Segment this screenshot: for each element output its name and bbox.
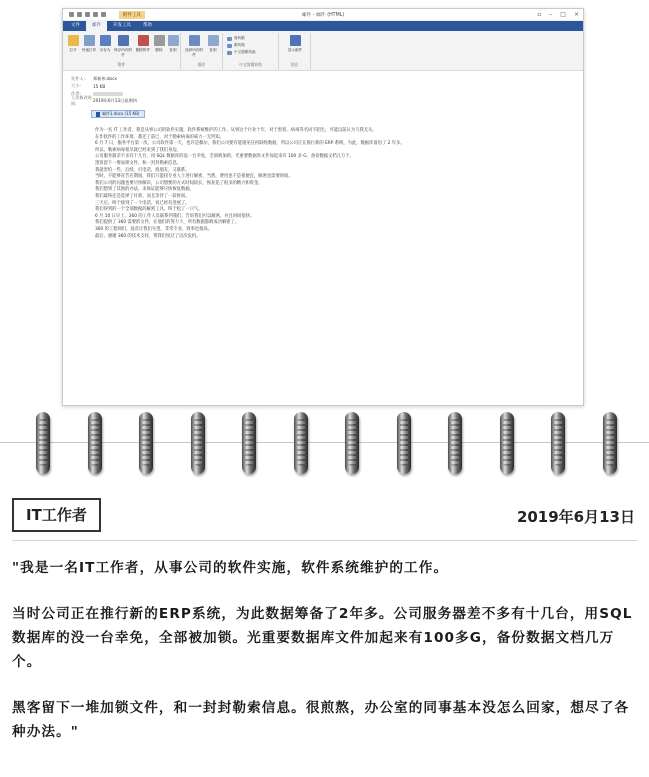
redacted-value xyxy=(93,92,123,96)
binding-ring xyxy=(133,412,161,476)
binding-ring xyxy=(30,412,58,476)
convert-icon xyxy=(227,44,232,48)
header-row: 作者: xyxy=(71,90,577,98)
ribbon-group-label: 附件 xyxy=(117,62,126,67)
convert-icon xyxy=(227,37,232,41)
body-paragraph: 黑客留下一堆加锁文件，和一封封勒索信息。 xyxy=(95,160,181,166)
ribbon-group-label: 消息 xyxy=(290,62,299,67)
binding-ring xyxy=(339,412,367,476)
body-paragraph: 我就害怕一些，后续，打电话，找朋友，又联系。 xyxy=(95,167,190,173)
attachment-chip[interactable]: 邮件1.docx (15 KB) xyxy=(91,110,145,118)
ribbon-options-icon[interactable]: ▫ xyxy=(537,11,542,18)
up-arrow-icon[interactable] xyxy=(93,12,98,17)
ribbon-group-label: 操作 xyxy=(197,62,206,67)
select-all-icon xyxy=(189,35,200,46)
minimize-icon[interactable]: – xyxy=(549,11,553,18)
ribbon-group-message xyxy=(279,33,311,69)
show-message-button[interactable]: 显示邮件 xyxy=(285,35,305,53)
header-row: 大小: 15 KB xyxy=(71,83,106,89)
body-paragraph: 我们提供了 360 需要的文件，在他们的努力下，所有数据都被成功解密了。 xyxy=(95,220,240,226)
body-paragraph: 360 的工程师们，没有让我们失望，非常专业，效率也很高。 xyxy=(95,226,212,232)
date-label: 2019年6月13日 xyxy=(516,508,635,526)
message-body xyxy=(63,118,583,240)
word-doc-icon xyxy=(96,112,100,117)
binding-ring xyxy=(82,412,110,476)
remove-attachment-button[interactable]: 删除附件 xyxy=(135,35,151,53)
ribbon-group-chinese-conversion xyxy=(223,33,279,69)
tab-message[interactable]: 邮件 xyxy=(86,21,107,31)
body-paragraph: 6 月 7 日，服务平台第一次，公司软件第一天，也许是偶尔，我们公司要有能遇见任何联络数据，所以公司正在推行新的 ERP 系统，为此，数据库备份了 2 年多。 xyxy=(95,141,405,147)
body-paragraph: 在作软件的工作环境，都还了前已，对于勒索病毒的威力一无所知。 xyxy=(95,134,224,140)
body-paragraph: 所以，勒索病毒很早就已经来到了我们身边。 xyxy=(95,147,181,153)
quick-access-toolbar xyxy=(63,11,145,19)
copy-button[interactable]: 复制 xyxy=(165,35,181,53)
ribbon-tabs xyxy=(63,21,583,31)
body-paragraph: 我们最终还是选择了付款，而且等待了一段时间。 xyxy=(95,193,190,199)
save-all-attachments-button[interactable]: 保存所有附件 xyxy=(113,35,133,58)
trad-to-simp-button[interactable]: 简转繁 xyxy=(227,36,245,41)
ribbon-group-actions xyxy=(181,33,223,69)
title-bar xyxy=(63,9,583,21)
copy-icon xyxy=(208,35,219,46)
tab-developer[interactable]: 开发工具 xyxy=(113,23,131,28)
save-icon[interactable] xyxy=(69,12,74,17)
body-paragraph: 我们想到了其他的办法，来保证能够尽快恢复数据。 xyxy=(95,187,194,193)
tab-help[interactable]: 帮助 xyxy=(143,23,152,28)
spiral-binding xyxy=(0,404,649,484)
tab-file[interactable]: 文件 xyxy=(71,23,80,28)
binding-ring xyxy=(442,412,470,476)
save-as-icon xyxy=(100,35,111,46)
binding-ring xyxy=(288,412,316,476)
undo-icon[interactable] xyxy=(77,12,82,17)
ribbon-group-attachments xyxy=(63,33,181,69)
save-as-button[interactable]: 另存为 xyxy=(97,35,113,53)
header-row: 发件人: 郑新伟.docx xyxy=(71,75,117,81)
quick-print-button[interactable]: 快速打印 xyxy=(81,35,97,53)
body-paragraph: 作为一名 IT 工作者，我是从事公司的软件实施，软件系统维护的工作。从事这个行业十年，对于黑客、病毒等名词不陌生，可能以前认为与我无关。 xyxy=(95,128,377,133)
quote-paragraph: 黑客留下一堆加锁文件，和一封封勒索信息。很煎熬，办公室的同事基本没怎么回家，想尽了各种办法。" xyxy=(12,700,630,740)
author-tag: IT工作者 xyxy=(12,498,101,532)
binding-ring xyxy=(545,412,573,476)
maximize-icon[interactable]: □ xyxy=(560,11,566,18)
body-paragraph: 三天后，终于接到了一个电话，说已经有进展了。 xyxy=(95,200,190,206)
quote-paragraph: "我是一名IT工作者，从事公司的软件实施，软件系统维护的工作。 xyxy=(12,560,449,576)
window-controls xyxy=(537,11,579,18)
body-paragraph: 我们得到的一个全部数据的解密工具，终于松了一口气。 xyxy=(95,207,203,213)
envelope-icon xyxy=(290,35,301,46)
ribbon-group-label: 中文简繁转换 xyxy=(239,62,262,67)
header-row: 上次修改时间: 2019年6月13日星期四 xyxy=(71,95,137,107)
body-paragraph: 公司服务器差不多有十几台，用 SQL 数据库的没一台幸免，全部被加锁。光重要数据库文件加起来有 100 多 G，备份数据文档几万个。 xyxy=(95,154,354,160)
body-paragraph: 我们公司的问题也要尽快解决，公司想要的方式时间较长，恢复花了很多的精力和资金。 xyxy=(95,180,263,186)
save-all-icon xyxy=(118,35,129,46)
window-title: 邮件 - 邮件 (HTML) xyxy=(301,13,345,18)
body-paragraph: 6 月 10 日早上，360 的工作人员联系到我们，告诉我们可以解密，并且时间很快。 xyxy=(95,213,255,219)
chinese-conversion-button[interactable]: 中文简繁转换 xyxy=(227,50,256,55)
card-meta xyxy=(0,496,649,536)
remove-icon xyxy=(138,35,149,46)
email-window xyxy=(62,8,584,406)
select-all-button[interactable]: 选择所有附件 xyxy=(185,35,203,58)
body-paragraph: 最后，感谢 360 的技术支持，帮我们度过了这次危机。 xyxy=(95,233,201,239)
divider xyxy=(12,540,637,541)
binding-ring xyxy=(494,412,522,476)
ribbon xyxy=(63,31,583,71)
delete-icon xyxy=(154,35,165,46)
context-tab-attachment-tools[interactable]: 附件工具 xyxy=(119,11,145,19)
copy-action-button[interactable]: 复制 xyxy=(205,35,221,53)
binding-ring xyxy=(236,412,264,476)
convert-icon xyxy=(227,51,232,55)
message-headers xyxy=(63,71,583,118)
close-icon[interactable]: × xyxy=(573,11,579,18)
printer-icon xyxy=(84,35,95,46)
binding-ring xyxy=(391,412,419,476)
open-button[interactable]: 打开 xyxy=(65,35,81,53)
folder-icon xyxy=(68,35,79,46)
down-arrow-icon[interactable] xyxy=(101,12,106,17)
redo-icon[interactable] xyxy=(85,12,90,17)
simp-to-trad-button[interactable]: 繁转简 xyxy=(227,43,245,48)
delete-button[interactable]: 删除 xyxy=(151,35,167,53)
binding-ring xyxy=(597,412,625,476)
quote-paragraph: 当时公司正在推行新的ERP系统，为此数据筹备了2年多。公司服务器差不多有十几台，用SQL数据库的没一台幸免，全部被加锁。光重要数据库文件加起来有100多G，备份数据文档几万个。 xyxy=(12,606,633,670)
quote-block xyxy=(12,556,637,766)
copy-icon xyxy=(168,35,179,46)
binding-ring xyxy=(185,412,213,476)
body-paragraph: 当时，不能够宣告在期间，我们只能找专业人士进行解密，当然，费用也不是很便宜，解密也需要时间。 xyxy=(95,174,293,180)
